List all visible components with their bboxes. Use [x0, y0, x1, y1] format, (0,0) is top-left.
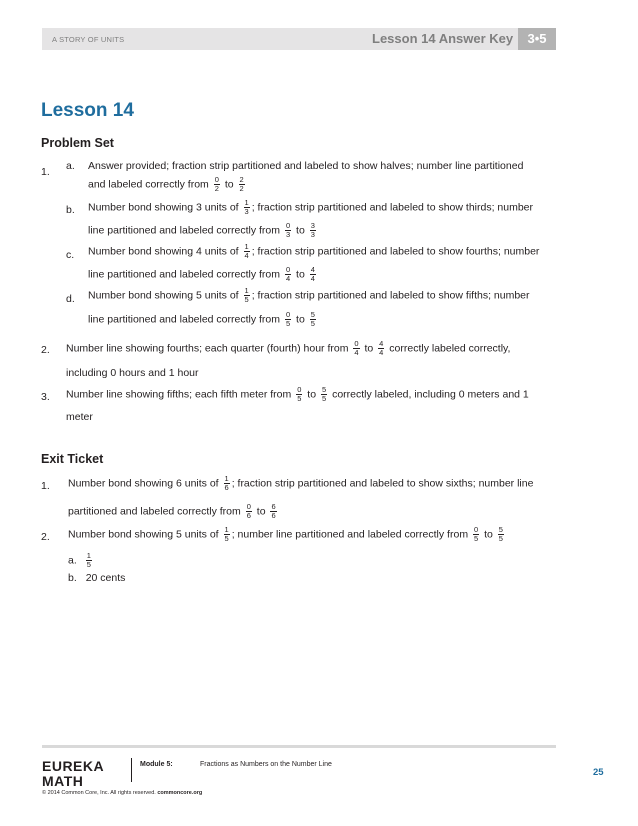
- et-1-text1: Number bond showing 6 units of: [68, 477, 219, 490]
- ps-1d-letter: d.: [66, 293, 75, 305]
- fraction: [246, 503, 252, 520]
- ps-1d-line2: [88, 311, 318, 328]
- et-1-line2: [68, 503, 279, 520]
- copyright-text: © 2014 Common Core, Inc. All rights reserved.: [42, 790, 156, 796]
- et-2a: [68, 552, 94, 569]
- fraction-numerator: 1: [244, 286, 249, 295]
- ps-1a-line2: [88, 176, 247, 193]
- fraction-denominator: 4: [285, 274, 291, 283]
- fraction-denominator: 5: [498, 534, 503, 543]
- ps-1b-line1: [88, 199, 533, 216]
- fraction-denominator: 5: [224, 534, 229, 543]
- to-word: to: [307, 388, 317, 401]
- lesson-title: Lesson 14: [41, 100, 134, 121]
- et-2b-letter: b.: [68, 572, 77, 584]
- ps-3-text1b: correctly labeled, including 0 meters and 1: [332, 388, 529, 401]
- footer-copyright: [42, 790, 202, 796]
- fraction: [285, 266, 291, 283]
- copyright-link[interactable]: commoncore.org: [157, 790, 203, 796]
- et-1-text2: partitioned and labeled correctly from: [68, 505, 241, 518]
- fraction-denominator: 5: [297, 394, 302, 403]
- eureka-math-logo: [42, 758, 112, 788]
- fraction-numerator: 4: [310, 265, 315, 274]
- fraction: [239, 176, 245, 193]
- footer-module-title: Fractions as Numbers on the Number Line: [200, 761, 332, 768]
- fraction: [86, 552, 92, 569]
- fraction-numerator: 1: [224, 474, 229, 483]
- fraction: [244, 243, 250, 260]
- ps-1b-text2: line partitioned and labeled correctly from: [88, 224, 281, 237]
- to-word: to: [364, 342, 374, 355]
- fraction-numerator: 6: [271, 502, 276, 511]
- to-word: to: [484, 528, 493, 541]
- ps-3-number: 3.: [41, 391, 50, 403]
- fraction-numerator: 0: [473, 525, 479, 534]
- ps-2-number: 2.: [41, 344, 50, 356]
- fraction-denominator: 5: [310, 319, 315, 328]
- logo-line1: EUREKA: [42, 758, 105, 774]
- ps-1d-line1: [88, 287, 530, 304]
- ps-1b-text1: Number bond showing 3 units of: [88, 201, 239, 214]
- fraction-numerator: 5: [321, 385, 327, 394]
- fraction-denominator: 6: [271, 511, 276, 520]
- fraction-numerator: 1: [86, 551, 91, 560]
- ps-2-text1b: correctly labeled correctly,: [389, 342, 511, 355]
- fraction: [296, 386, 302, 403]
- fraction-denominator: 3: [285, 230, 291, 239]
- ps-1b-letter: b.: [66, 204, 75, 216]
- ps-1c-text1: Number bond showing 4 units of: [88, 245, 239, 258]
- fraction-denominator: 5: [321, 394, 327, 403]
- fraction-numerator: 1: [244, 198, 249, 207]
- fraction-denominator: 3: [244, 207, 249, 216]
- header-grade-badge: 3•5: [518, 28, 556, 50]
- to-word: to: [296, 268, 305, 281]
- et-2-number: 2.: [41, 531, 50, 543]
- et-2-text1: Number bond showing 5 units of: [68, 528, 219, 541]
- fraction: [285, 311, 291, 328]
- header-series: A STORY OF UNITS: [52, 35, 125, 44]
- fraction-denominator: 2: [239, 184, 244, 193]
- ps-3-line1: [66, 386, 529, 403]
- fraction: [310, 311, 316, 328]
- fraction-numerator: 0: [285, 265, 291, 274]
- ps-1b-text1b: ; fraction strip partitioned and labeled to show thirds; number: [251, 201, 534, 214]
- ps-1-number: 1.: [41, 166, 50, 178]
- fraction-numerator: 0: [214, 175, 219, 184]
- et-2b: [68, 571, 125, 585]
- fraction-denominator: 3: [310, 230, 315, 239]
- et-2b-text: 20 cents: [85, 572, 126, 584]
- et-1-text1b: ; fraction strip partitioned and labeled to show sixths; number line: [231, 477, 534, 490]
- ps-1c-text2: line partitioned and labeled correctly from: [88, 268, 281, 281]
- fraction: [310, 222, 316, 239]
- ps-1c-text1b: ; fraction strip partitioned and labeled to show fourths; number: [251, 245, 540, 258]
- fraction: [378, 340, 384, 357]
- et-1-line1: [68, 475, 533, 492]
- fraction: [321, 386, 327, 403]
- et-2-text1b: ; number line partitioned and labeled correctly from: [231, 528, 469, 541]
- ps-2-text1: Number line showing fourths; each quarter (fourth) hour from: [66, 342, 349, 355]
- fraction: [285, 222, 291, 239]
- to-word: to: [256, 505, 266, 518]
- ps-1d-text1: Number bond showing 5 units of: [88, 289, 239, 302]
- logo-line2: MATH: [42, 773, 84, 788]
- to-word: to: [296, 313, 305, 326]
- et-2a-letter: a.: [68, 554, 77, 567]
- fraction: [214, 176, 220, 193]
- ps-1d-text2: line partitioned and labeled correctly from: [88, 313, 281, 326]
- et-2-line1: [68, 526, 506, 543]
- et-1-number: 1.: [41, 480, 50, 492]
- fraction-denominator: 4: [354, 348, 359, 357]
- to-word: to: [224, 178, 234, 191]
- fraction-numerator: 4: [379, 339, 384, 348]
- fraction-denominator: 4: [379, 348, 384, 357]
- footer-module-label: Module 5:: [140, 761, 173, 768]
- exit-ticket-heading: Exit Ticket: [41, 452, 104, 466]
- fraction-denominator: 5: [285, 319, 291, 328]
- fraction: [244, 199, 250, 216]
- ps-3-text1: Number line showing fifths; each fifth meter from: [66, 388, 292, 401]
- fraction: [270, 503, 276, 520]
- fraction-denominator: 5: [86, 560, 91, 569]
- fraction: [224, 526, 230, 543]
- ps-2-line2: including 0 hours and 1 hour: [66, 367, 199, 379]
- fraction: [473, 526, 479, 543]
- to-word: to: [296, 224, 305, 237]
- ps-1c-line1: [88, 243, 539, 260]
- fraction-numerator: 0: [354, 339, 359, 348]
- fraction: [353, 340, 359, 357]
- fraction-numerator: 0: [285, 221, 291, 230]
- fraction-denominator: 6: [224, 483, 229, 492]
- ps-1a-line1: Answer provided; fraction strip partitioned and labeled to show halves; number line partitioned: [88, 160, 524, 172]
- ps-1c-letter: c.: [66, 249, 75, 261]
- fraction-denominator: 5: [473, 534, 479, 543]
- page-number: 25: [593, 767, 604, 778]
- fraction-denominator: 4: [244, 251, 249, 260]
- ps-1c-line2: [88, 266, 318, 283]
- ps-1d-text1b: ; fraction strip partitioned and labeled to show fifths; number: [251, 289, 530, 302]
- fraction-numerator: 5: [498, 525, 503, 534]
- fraction: [224, 475, 230, 492]
- fraction-numerator: 2: [239, 175, 244, 184]
- footer-rule: [42, 745, 556, 748]
- fraction-denominator: 2: [214, 184, 219, 193]
- problem-set-heading: Problem Set: [41, 136, 114, 150]
- ps-2-line1: [66, 340, 510, 357]
- fraction-numerator: 0: [285, 310, 291, 319]
- ps-1b-line2: [88, 222, 318, 239]
- ps-1a-text2: and labeled correctly from: [88, 178, 209, 191]
- fraction-numerator: 5: [310, 310, 315, 319]
- fraction-denominator: 6: [246, 511, 251, 520]
- fraction-numerator: 1: [244, 242, 249, 251]
- fraction-numerator: 0: [297, 385, 302, 394]
- fraction: [498, 526, 504, 543]
- fraction-numerator: 0: [246, 502, 251, 511]
- fraction-numerator: 3: [310, 221, 315, 230]
- ps-3-line2: meter: [66, 411, 93, 423]
- fraction-numerator: 1: [224, 525, 229, 534]
- fraction: [310, 266, 316, 283]
- footer-separator: [131, 758, 132, 782]
- fraction-denominator: 5: [244, 295, 249, 304]
- ps-1a-letter: a.: [66, 160, 75, 172]
- fraction: [244, 287, 250, 304]
- header-title: Lesson 14 Answer Key: [372, 31, 514, 46]
- fraction-denominator: 4: [310, 274, 315, 283]
